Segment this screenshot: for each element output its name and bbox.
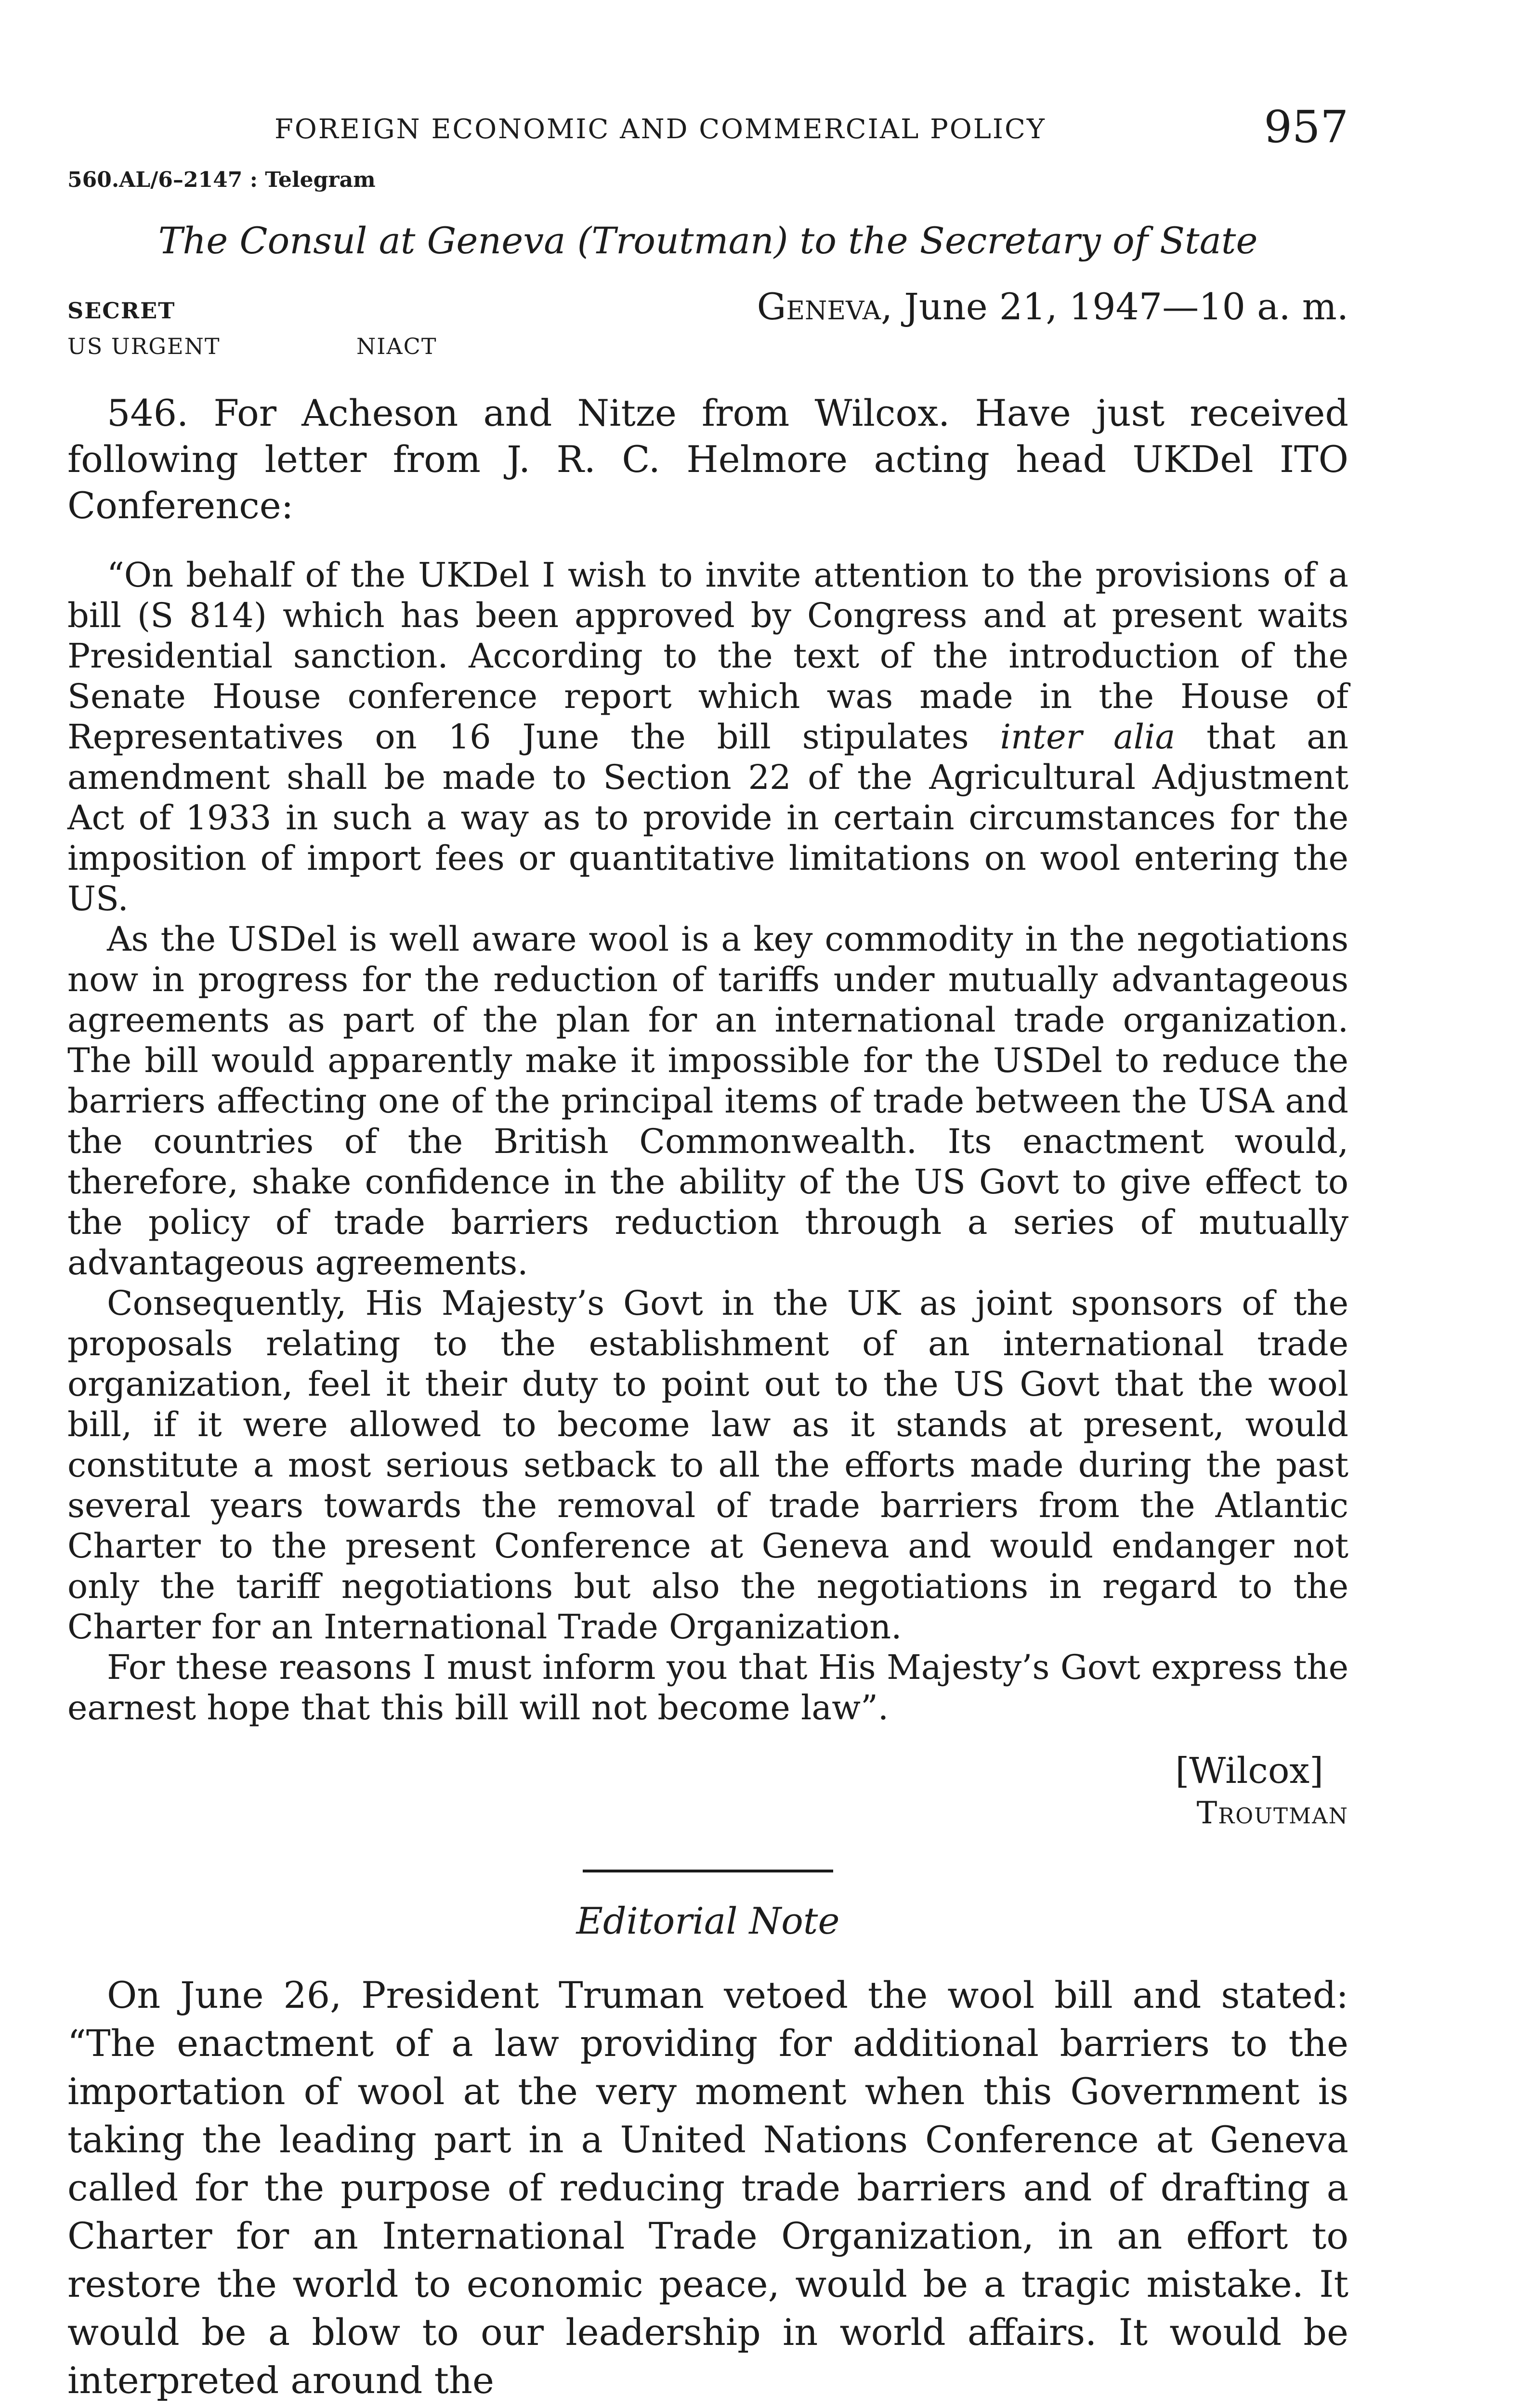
priority-code: US URGENT xyxy=(67,333,221,359)
document-reference: 560.AL/6–2147 : Telegram xyxy=(67,168,376,192)
niact-code: NIACT xyxy=(356,333,437,359)
section-divider xyxy=(583,1870,833,1872)
running-title: FOREIGN ECONOMIC AND COMMERCIAL POLICY xyxy=(275,114,1046,145)
signature-bracket: [Wilcox] xyxy=(1175,1750,1323,1792)
classification-label: SECRET xyxy=(67,298,176,324)
editorial-note-body: On June 26, President Truman vetoed the wool bill and stated: “The enactment of a law providing for additional barriers to the importation of wool at the very moment when this Government is taking the leading part in a United Nations Conference at Geneva called for the purpose of reducing trade barriers and of drafting a Charter for an International Trade Organization, in an effort to restore the world to economic peace, would be a tragic mistake. It would be a blow to our leadership in world affairs. It would be interpreted around the xyxy=(67,1974,1348,2402)
page-number: 957 xyxy=(1264,101,1348,153)
dateline xyxy=(757,285,1348,328)
quote-paragraph-1-italic: inter alia xyxy=(1000,717,1176,757)
quote-paragraph-4: For these reasons I must inform you that His Majesty’s Govt express the earnest hope that this bill will not become law”. xyxy=(67,1648,1348,1727)
quoted-letter xyxy=(67,555,1348,1728)
document-page xyxy=(67,101,1348,2405)
quote-paragraph-1-end: that an amendment shall be made to Section 22 of the Agricultural Adjustment Act of 1933 in such a way as to provide in certain circumstances for the imposition of import fees or quantitative limitations on wool entering the US. xyxy=(67,717,1348,918)
dateline-place: Geneva xyxy=(757,285,881,328)
document-meta-row xyxy=(67,285,1348,333)
document-title: The Consul at Geneva (Troutman) to the Secretary of State xyxy=(158,219,1258,262)
quote-paragraph-1 xyxy=(67,555,1348,919)
running-header xyxy=(67,101,1348,154)
signature-name: Troutman xyxy=(1196,1795,1348,1831)
dateline-date: , June 21, 1947—10 a. m. xyxy=(881,285,1348,328)
quote-paragraph-3: Consequently, His Majesty’s Govt in the UK as joint sponsors of the proposals relating to the establishment of an international trade organization, feel it their duty to point out to the US Govt that the wool bill, if it were allowed to become law as it stands at present, would constitute a most serious setback to all the efforts made during the past several years towards the removal of trade barriers from the Atlantic Charter to the present Conference at Geneva and would endanger not only the tariff negotiations but also the negotiations in regard to the Charter for an International Trade Organization. xyxy=(67,1283,1348,1647)
transmission-codes xyxy=(67,333,1348,372)
telegram-intro: 546. For Acheson and Nitze from Wilcox. Have just received following letter from J. R. C. Helmore acting head UKDel ITO Conference: xyxy=(67,392,1348,527)
quote-paragraph-1-start: “On behalf of the UKDel I wish to invite attention to the provisions of a bill (S 814) which has been approved by Congress and at present waits Presidential sanction. According to the text of the introduction of the Senate House conference report which was made in the House of Representatives on 16 June the bill stipulates xyxy=(67,555,1348,757)
quote-paragraph-2: As the USDel is well aware wool is a key commodity in the negotiations now in progress for the reduction of tariffs under mutually advantageous agreements as part of the plan for an international trade organization. The bill would apparently make it impossible for the USDel to reduce the barriers affecting one of the principal items of trade between the USA and the countries of the British Commonwealth. Its enactment would, therefore, shake confidence in the ability of the US Govt to give effect to the policy of trade barriers reduction through a series of mutually advantageous agreements. xyxy=(67,919,1348,1283)
editorial-note-title: Editorial Note xyxy=(576,1899,840,1942)
